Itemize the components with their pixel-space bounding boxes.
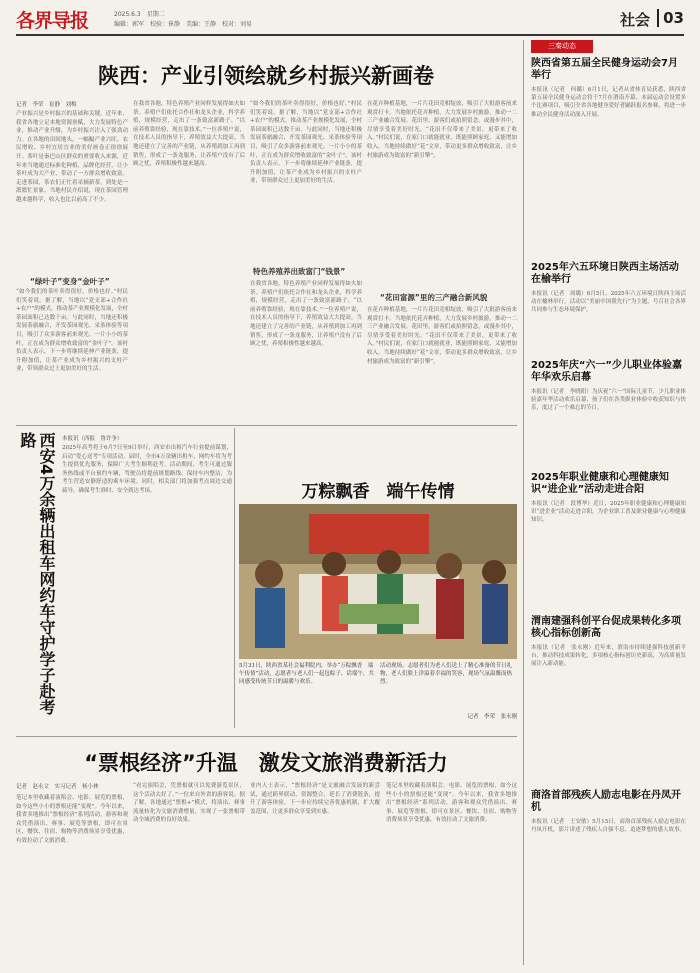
- right-item-headline: 陕西省第五届全民健身运动会7月举行: [531, 58, 678, 81]
- right-item-headline: 2025年六五环境日陕西主场活动在榆举行: [531, 262, 679, 285]
- main-subhead-2: 特色养殖养出致富门“钱景”: [253, 267, 346, 276]
- right-column-label: 三秦动态: [531, 40, 593, 53]
- right-item-body: 本报讯（记者 张永刚）近年来，渭南市持续建强科技创新平台，推动科技成果转化，多项核心指标创历史新高，为高质量发展注入新动能。: [531, 645, 686, 668]
- masthead-rule: [16, 34, 684, 36]
- bottom-col-4: 笔记本里收藏着演唱会、电影、展览的票根，如今这些小小的票根还能“变现”。今年以来，我省多地推出“票根经济”系列活动，游客和观众凭借演出、赛事、展览等票根，即可在景区、餐饮、住宿、购物等消费场景享受优惠，有效拉动了文旅消费。: [386, 783, 517, 824]
- main-byline: 记者 李荣 崔静 刘梅: [16, 102, 77, 108]
- main-subhead-3: “花田富源”里的三产融合新风貌: [380, 293, 488, 302]
- right-item-headline: 2025年职业健康和心理健康知识“进企业”活动走进合阳: [531, 472, 669, 495]
- main-col-3b: “如今我们的茶叶卖得很好，价格也好。”村民们笑着说。据了解，当地以“党支部+合作社+农户”的模式，推动茶产业规模化发展，全村茶园面积已达数千亩。与此同时，当地还积极发展茶旅融合，开发茶园观光、采茶体验等项目，吸引了众多游客前来观光。一片小小的茶叶，正在成为群众增收致富的“金叶子”。该村负责人表示，下一步将继续延伸产业链条，提升附加值，让茶产业成为乡村振兴的支柱产业，带领群众过上更加美好的生活。: [250, 101, 362, 185]
- main-col-3: 在我省各地，特色养殖产业同样发展得如火如荼。养殖户们依托合作社和龙头企业，科学养殖，规模经营，走出了一条致富新路子。“以前养殖靠经验，现在靠技术。”一位养殖户说，在技术人员的指导下，养殖效益大大提高。当地还建立了完善的产业链，从养殖到加工再到销售，形成了一条龙服务，让养殖户没有了后顾之忧，养殖积极性越来越高。: [133, 101, 245, 168]
- main-headline: 陕西：产业引领绘就乡村振兴新画卷: [98, 64, 434, 88]
- bottom-byline: 记者 赵永文 实习记者 杨小林: [16, 784, 99, 790]
- date-line: 2025.6.3 星期二: [114, 11, 165, 18]
- photo-illustration: [239, 504, 517, 659]
- editors-line: 编辑：郭军 校验：崔静 美编：王静 校对：刘易: [114, 21, 253, 28]
- main-col-4a: 在我省各地，特色养殖产业同样发展得如火如荼。养殖户们依托合作社和龙头企业，科学养殖，规模经营，走出了一条致富新路子。“以前养殖靠经验，现在靠技术。”一位养殖户说，在技术人员的指导下，养殖效益大大提高。当地还建立了完善的产业链，从养殖到加工再到销售，形成了一条龙服务，让养殖户没有了后顾之忧，养殖积极性越来越高。: [250, 281, 362, 348]
- right-item-headline: 渭南建强科创平台促成果转化多项核心指标创新高: [531, 616, 681, 639]
- divider: [523, 40, 524, 965]
- side-byline: 本报讯（西报 鲁许争）: [62, 436, 123, 442]
- section-name: 社会: [619, 11, 650, 29]
- photo-caption-left: 5月31日，陕西省某社会福利院内，举办“万粽飘香 端午传情”活动，志愿者与老人们一起包粽子、话端午，共同感受传统节日的温暖与欢乐。: [239, 663, 374, 685]
- divider: [234, 428, 235, 728]
- photo-caption-right: 活动现场，志愿者们为老人们送上了精心准备的节日礼物，老人们脸上洋溢着幸福的笑容，现场气氛温馨而热烈。: [380, 663, 513, 685]
- news-photo: [239, 504, 517, 659]
- main-col-5: 在花卉种植基地，一片片花田竞相绽放，吸引了大批游客前来观赏打卡。当地依托花卉种植，大力发展乡村旅游，推动一二三产业融合发展。花田里，游客们或拍照留念，或漫步其中，尽情享受着美好时光。“花田不仅带来了美景，更带来了收入。”村民们说，在家门口就能就业，既能照顾家庭，又能增加收入。当地持续做好“花”文章，带动更多群众增收致富，让乡村旅游成为致富的“新引擎”。: [367, 307, 517, 365]
- main-subhead-1: “绿叶子”变身“金叶子”: [30, 277, 110, 286]
- side-headline: 西安4万余辆出租车网约车守护学子赴考路: [18, 432, 56, 716]
- right-item-body: 本报讯（记者 王安敏）5月15日，商洛首部残疾人励志电影在丹凤开机，影片讲述了残疾人自强不息、追逐梦想的感人故事。: [531, 819, 686, 834]
- main-col-4b: 在花卉种植基地，一片片花田竞相绽放，吸引了大批游客前来观赏打卡。当地依托花卉种植，大力发展乡村旅游，推动一二三产业融合发展。花田里，游客们或拍照留念，或漫步其中，尽情享受着美好时光。“花田不仅带来了美景，更带来了收入。”村民们说，在家门口就能就业，既能照顾家庭，又能增加收入。当地持续做好“花”文章，带动更多群众增收致富，让乡村旅游成为致富的“新引擎”。: [367, 101, 517, 159]
- right-item-body: 本报讯（记者 何璐）6月1日，记者从省体育局获悉，陕西省第五届全民健身运动会将于7月在渭南开幕。本届运动会设置多个比赛项目，吸引全省各地健身爱好者踊跃报名参赛，将进一步推动全民健身活动深入开展。: [531, 87, 686, 118]
- masthead: [16, 4, 684, 34]
- bottom-col-2: “看完演唱会，凭票根就可以免费游览景区，这个活动太好了。”一位来自外省的游客说。据了解，各地通过“票根+”模式，将演出、赛事流量转化为文旅消费增量，实现了一张票根带动全城消费的良好效果。: [133, 783, 245, 824]
- divider: [16, 736, 517, 737]
- right-item-body: 本报讯（记者 李晓阳）为庆祝“六一”国际儿童节，少儿职业体验嘉年华活动欢乐启幕，孩子们在各类职业体验中收获知识与快乐，度过了一个难忘的节日。: [531, 389, 686, 412]
- bottom-headline: “票根经济”升温 激发文旅消费新活力: [84, 751, 448, 775]
- divider: [16, 425, 517, 426]
- main-col-2: “如今我们的茶叶卖得很好，价格也好。”村民们笑着说。据了解，当地以“党支部+合作社+农户”的模式，推动茶产业规模化发展，全村茶园面积已达数千亩。与此同时，当地还积极发展茶旅融合，开发茶园观光、采茶体验等项目，吸引了众多游客前来观光。一片小小的茶叶，正在成为群众增收致富的“金叶子”。该村负责人表示，下一步将继续延伸产业链条，提升附加值，让茶产业成为乡村振兴的支柱产业，带领群众过上更加美好的生活。: [16, 289, 128, 373]
- right-item-headline: 商洛首部残疾人励志电影在丹凤开机: [531, 790, 681, 813]
- main-col-1: 产业振兴是乡村振兴的基础和关键。近年来，我省各地立足本地资源禀赋，大力发展特色产业，推动产业升级，为乡村振兴注入了强劲动力。在各地的田间地头，一幅幅产业兴旺、农民增收、乡村宜居宜业的美好画卷正徐徐展开。茶叶是秦巴山区群众的重要收入来源，近年来当地通过标准化种植、品牌化经营，让小茶叶成为大产业，带动了一方群众增收致富。走进茶园，茶农们正忙着采摘新茶，到处是一派繁忙景象。当地村民介绍说，现在茶园管理越来越科学，收入也比以前高了不少。: [16, 111, 128, 203]
- newspaper-logo: 各界导报: [16, 10, 89, 32]
- right-item-body: 本报讯（记者 周璐）6月5日，2025年六五环境日陕西主场活动在榆林举行。活动以“美丽中国我先行”为主题，号召社会各界共同参与生态环境保护。: [531, 291, 686, 314]
- side-body: 2025年高考将于6月7日至9日举行，西安市出租汽车行业提前谋划，启动“爱心送考”专项活动。届时，全市4万余辆出租车、网约车将为考生提供优先服务，保障广大考生顺利赶考。活动期间，考生可通过服务热线或平台预约车辆，驾驶员将提前规划路线、保持车内整洁，为考生营造安静舒适的乘车环境。同时，相关部门将加强考点周边交通疏导，确保考生准时、安全到达考场。: [62, 445, 232, 494]
- bottom-col-1: 笔记本里收藏着演唱会、电影、展览的票根，如今这些小小的票根还能“变现”。今年以来，我省多地推出“票根经济”系列活动，游客和观众凭借演出、赛事、展览等票根，即可在景区、餐饮、住宿、购物等消费场景享受优惠，有效拉动了文旅消费。: [16, 795, 128, 844]
- page-number: 03: [657, 9, 684, 27]
- bottom-col-3: 业内人士表示，“票根经济”是文旅融合发展的新尝试，通过跨界联动、资源整合，延长了消费链条，提升了游客体验，下一步应持续完善优惠机制，扩大覆盖范围，让更多群众享受到实惠。: [250, 783, 380, 815]
- right-item-headline: 2025年庆“六一”少儿职业体验嘉年华欢乐启幕: [531, 360, 682, 383]
- right-item-body: 本报讯（记者 段博华）近日，2025年职业健康和心理健康知识“进企业”活动走进合阳，为企业职工普及职业健康与心理健康知识。: [531, 501, 686, 524]
- photo-headline: 万粽飘香 端午传情: [301, 482, 455, 502]
- photo-credit: 记者 李荣 张永刚: [467, 714, 517, 720]
